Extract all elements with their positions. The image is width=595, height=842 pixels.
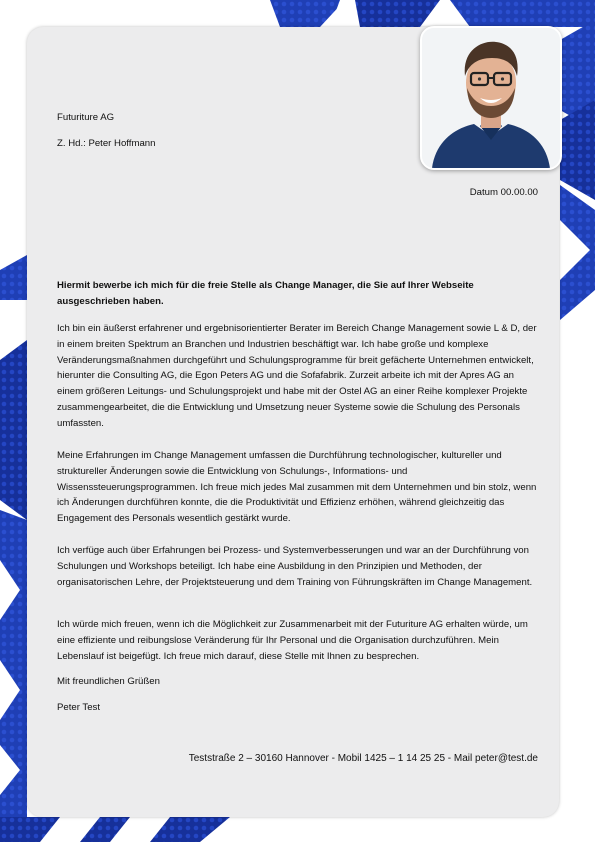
- closing-phrase: Mit freundlichen Grüßen: [57, 676, 160, 687]
- signature-name: Peter Test: [57, 702, 101, 713]
- body-paragraph: Ich verfüge auch über Erfahrungen bei Prozess- und Systemverbesserungen und war an der Durchführung von Schulungen und Workshops beteiligt. Ich habe eine Ausbildung in den Prinzipien und Methoden, der organisatorischen Lehre, der Projektsteuerung und dem Training von Führungskräften im Change Management.: [57, 545, 533, 588]
- letter-subject: Hiermit bewerbe ich mich für die freie Stelle als Change Manager, die Sie auf Ihrer Webseite ausgeschrieben haben.: [57, 280, 474, 307]
- footer-contact: Teststraße 2 – 30160 Hannover - Mobil 1425 – 1 14 25 25 - Mail peter@test.de: [188, 753, 538, 764]
- letter-date: Datum 00.00.00: [469, 187, 538, 198]
- profile-photo: [420, 26, 562, 170]
- recipient-company: Futuriture AG: [57, 112, 115, 123]
- body-paragraph: Meine Erfahrungen im Change Management umfassen die Durchführung technologischer, kultureller und struktureller Änderungen sowie die Entwicklung von Schulungs-, Informations- und Wissenssteuerungsprogrammen. Ich freue mich jedes Mal zusammen mit dem Unternehmen und bin stolz, wenn ich Änderungen durchführen konnte, die die Produktivität und Effizienz erhöhen, während gleichzeitig das Engagement des Personals wesentlich gestärkt wurde.: [57, 450, 537, 525]
- body-paragraph: Ich würde mich freuen, wenn ich die Möglichkeit zur Zusammenarbeit mit der Futuriture AG erhalten würde, um eine effiziente und reibungslose Veränderung für Ihr Personal und die Organisation durchzuführen. Mein Lebenslauf ist beigefügt. Ich freue mich darauf, diese Stelle mit Ihnen zu besprechen.: [57, 619, 528, 662]
- recipient-attention: Z. Hd.: Peter Hoffmann: [57, 138, 156, 149]
- body-paragraph: Ich bin ein äußerst erfahrener und ergebnisorientierter Berater im Bereich Change Management sowie L & D, der in einem breiten Spektrum an Branchen und Industrien beschäftigt war. Ich habe große und komplexe Veränderungsmaßnahmen durchgeführt und Schulungsprogramme für breit gefächerte Unternehmen entwickelt, hierunter die Consulting AG, die Egon Peters AG und die Sofafabrik. Zurzeit arbeite ich mit der Apres AG an einem größeren Leitungs- und Schulungsprojekt und habe mit der Ostel AG an einer Reihe komplexer Projekte zusammengearbeitet, die die Entwicklung und Umsetzung neuer Systeme sowie die Schulung des Personals umfassten.: [57, 323, 537, 429]
